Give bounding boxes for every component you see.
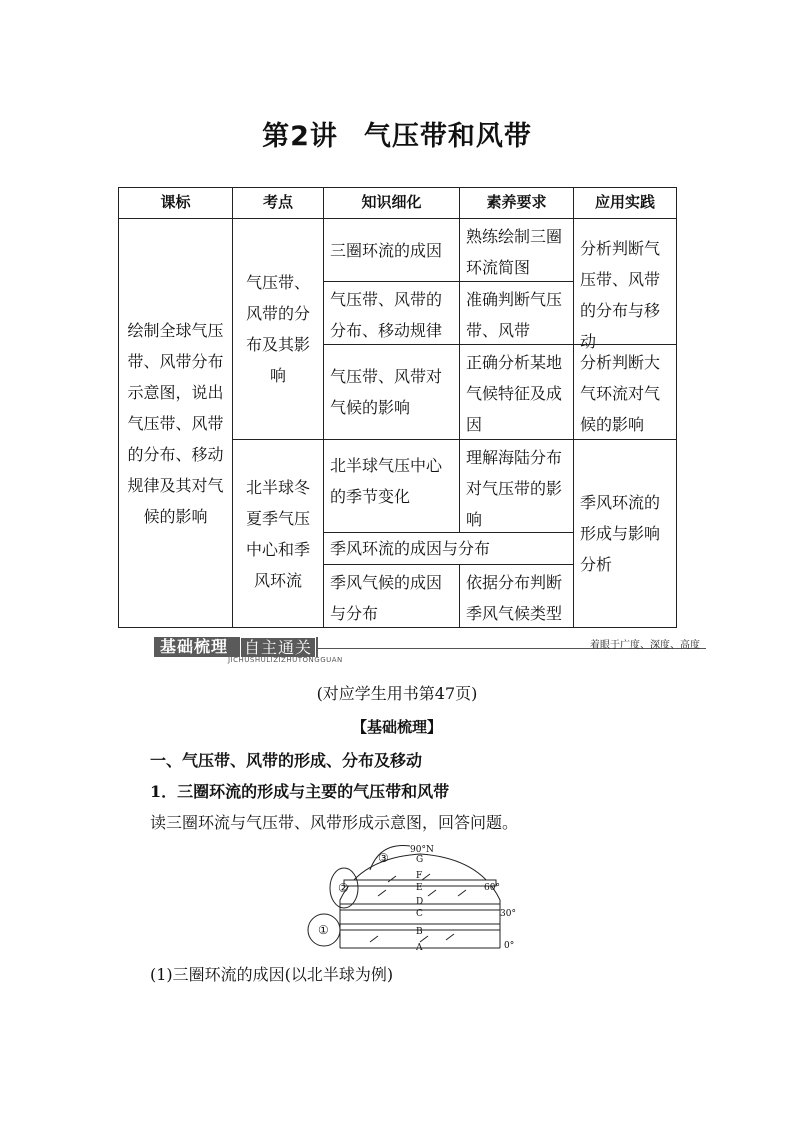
cell-number-1: ① — [318, 923, 329, 937]
suyang-1-text: 熟练绘制三圈环流简图 — [466, 227, 563, 277]
kaodian-1-text: 气压带、风带的分布及其影响 — [245, 273, 310, 385]
belt-letter-c: C — [416, 909, 423, 919]
cell-yingyong-1 — [573, 218, 677, 351]
cell-yingyong-3 — [573, 439, 677, 628]
belt-letter-d: D — [416, 897, 424, 907]
header-yingyong: 应用实践 — [573, 187, 677, 219]
cell-zhishi-2 — [323, 281, 460, 345]
cell-zhishi-5 — [323, 532, 574, 565]
suyang-4-text: 理解海陆分布对气压带的影响 — [466, 448, 563, 529]
subheading-1: (1)三圈环流的成因(以北半球为例) — [150, 965, 394, 984]
three-cell-circulation-figure — [300, 840, 516, 955]
lecture-topic: 气压带和风带 — [363, 121, 532, 152]
yingyong-3-text: 季风环流的形成与影响分析 — [580, 493, 661, 574]
suyang-5-text: 依据分布判断季风气候类型 — [466, 573, 563, 623]
cell-suyang-2 — [459, 281, 574, 345]
instruction-text: 读三圈环流与气压带、风带形成示意图，回答问题。 — [150, 813, 519, 832]
lat-label-90: 90°N — [410, 845, 434, 855]
banner-motto: 着眼于广度、深度、高度 — [590, 640, 700, 651]
page-reference: (对应学生用书第47页) — [316, 684, 478, 703]
cell-suyang-5 — [459, 564, 574, 628]
cell-number-2: ② — [338, 881, 349, 895]
zhishi-3-text: 气压带、风带对气候的影响 — [330, 367, 443, 417]
lat-label-60: 60° — [484, 883, 500, 893]
cell-yingyong-2 — [573, 344, 677, 440]
cell-zhishi-4 — [323, 439, 460, 533]
page-title — [0, 114, 794, 153]
banner-sub: 自主通关 — [240, 637, 316, 659]
circulation-diagram — [300, 840, 516, 955]
belt-letter-f: F — [416, 871, 423, 881]
header-zhishi: 知识细化 — [323, 187, 460, 219]
kebiao-text: 绘制全球气压带、风带分布示意图，说出气压带、风带的分布、移动规律及其对气候的影响 — [127, 320, 224, 526]
cell-kaodian-1 — [232, 218, 324, 440]
section-banner — [154, 634, 706, 662]
belt-letter-b: B — [416, 927, 423, 937]
header-kebiao: 课标 — [118, 187, 233, 219]
cell-number-3: ③ — [378, 851, 389, 865]
belt-letter-g: G — [416, 855, 424, 865]
cell-suyang-3 — [459, 344, 574, 440]
lat-label-0: 0° — [504, 941, 515, 951]
yingyong-2-text: 分析判断大气环流对气候的影响 — [580, 353, 661, 434]
banner-main: 基础梳理 — [160, 637, 229, 656]
zhishi-4-text: 北半球气压中心的季节变化 — [330, 456, 443, 506]
suyang-2-text: 准确判断气压带、风带 — [466, 290, 563, 340]
belt-letter-e: E — [416, 883, 423, 893]
zhishi-5-text: 季风环流的成因与分布 — [330, 539, 491, 558]
heading-2: 1．三圈环流的形成与主要的气压带和风带 — [150, 782, 450, 801]
kaodian-2-text: 北半球冬夏季气压中心和季风环流 — [245, 477, 310, 590]
suyang-3-text: 正确分析某地气候特征及成因 — [466, 353, 563, 434]
cell-suyang-4 — [459, 439, 574, 533]
heading-1: 一、气压带、风带的形成、分布及移动 — [150, 751, 423, 770]
wind-arrows-low — [370, 934, 454, 942]
cell-loop-3 — [370, 846, 410, 871]
lecture-number: 第2讲 — [262, 121, 338, 152]
cell-zhishi-1 — [323, 218, 460, 282]
section-tag: 【基础梳理】 — [351, 718, 442, 736]
banner-pinyin: JICHUSHULIZIZHUTONGGUAN — [228, 656, 343, 664]
header-kaodian: 考点 — [232, 187, 324, 219]
cell-kaodian-2 — [232, 439, 324, 628]
belt-letter-a: A — [416, 943, 423, 953]
cell-suyang-1 — [459, 218, 574, 282]
header-suyang: 素养要求 — [459, 187, 574, 219]
cell-kebiao — [118, 218, 233, 628]
cell-zhishi-3 — [323, 344, 460, 440]
curriculum-table — [118, 187, 677, 628]
lat-label-30: 30° — [500, 909, 516, 919]
zhishi-2-text: 气压带、风带的分布、移动规律 — [330, 290, 443, 340]
yingyong-1-text: 分析判断气压带、风带的分布与移动 — [580, 239, 661, 351]
zhishi-1-text: 三圈环流的成因 — [330, 240, 443, 260]
zhishi-6-text: 季风气候的成因与分布 — [330, 573, 443, 623]
cell-zhishi-6 — [323, 564, 460, 628]
